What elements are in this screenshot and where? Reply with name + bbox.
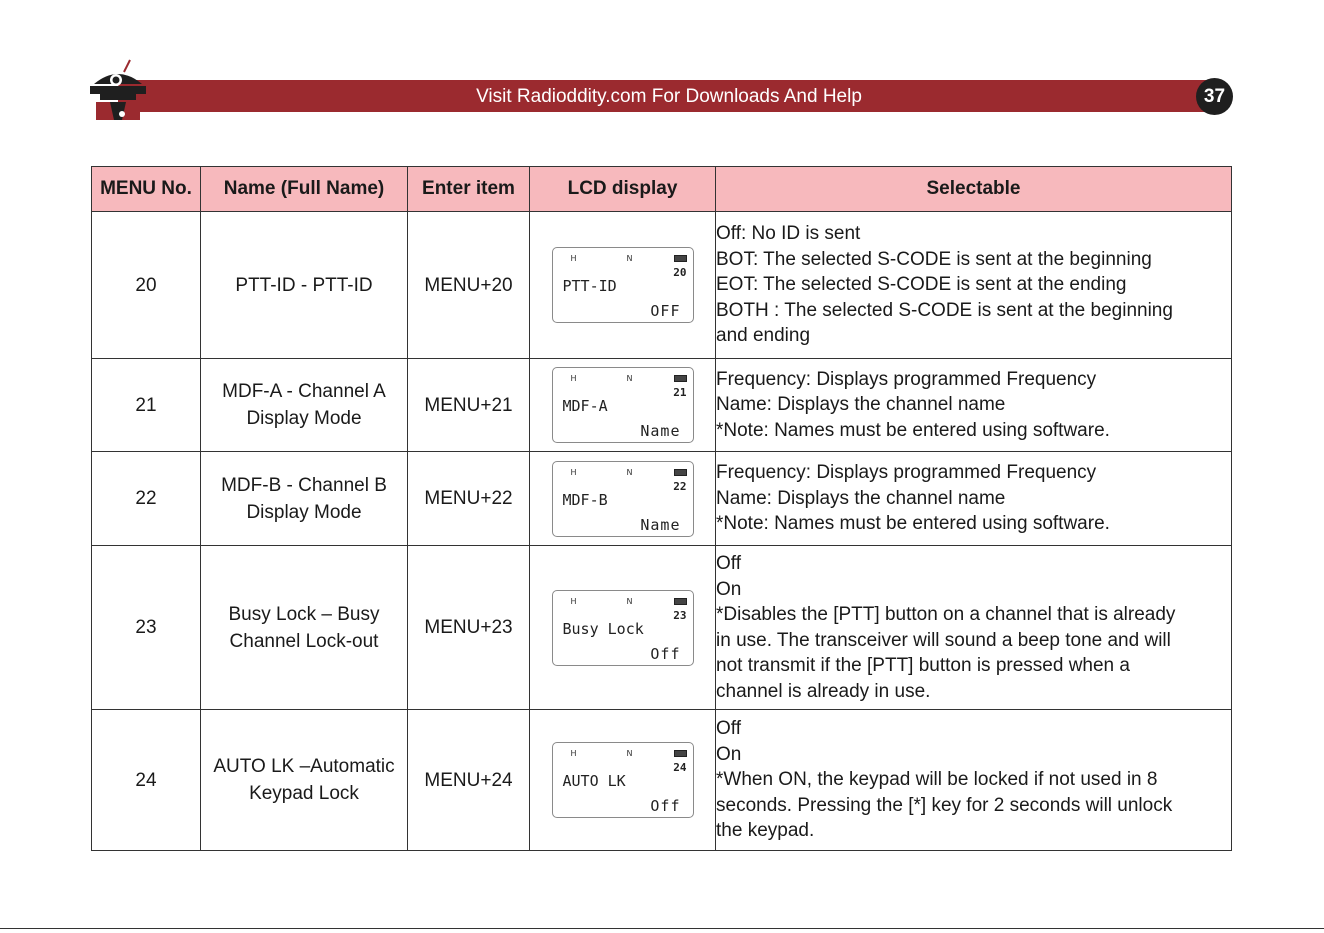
selectable-line: Name: Displays the channel name bbox=[716, 394, 1006, 416]
name-cell bbox=[201, 546, 408, 710]
lcd-narrow-indicator: N bbox=[626, 374, 633, 383]
lcd-display bbox=[552, 742, 694, 818]
column-header-lcd-display: LCD display bbox=[530, 167, 716, 212]
lcd-menu-name: MDF-B bbox=[562, 490, 608, 509]
battery-icon bbox=[674, 750, 687, 757]
lcd-menu-name: PTT-ID bbox=[562, 277, 617, 295]
header-title: Visit Radioddity.com For Downloads And Help bbox=[476, 86, 862, 107]
menu-no-cell: 23 bbox=[92, 546, 201, 710]
lcd-power-high-indicator: H bbox=[570, 254, 577, 263]
menu-table bbox=[91, 166, 1232, 851]
selectable-cell bbox=[716, 359, 1232, 452]
menu-no-cell: 21 bbox=[92, 359, 201, 452]
lcd-menu-value: Name bbox=[640, 515, 681, 534]
lcd-menu-number: 23 bbox=[673, 608, 687, 622]
name-line: Display Mode bbox=[246, 408, 362, 429]
lcd-cell bbox=[530, 212, 716, 359]
selectable-line: *Note: Names must be entered using software. bbox=[716, 513, 1110, 535]
selectable-cell bbox=[716, 452, 1232, 546]
selectable-line: BOTH : The selected S-CODE is sent at the beginning bbox=[716, 299, 1173, 321]
lcd-cell bbox=[530, 359, 716, 452]
lcd-menu-name: AUTO LK bbox=[562, 772, 626, 790]
bottom-rule bbox=[0, 928, 1324, 929]
selectable-line: Off: No ID is sent bbox=[716, 223, 861, 245]
lcd-cell bbox=[530, 546, 716, 710]
lcd-display bbox=[552, 590, 694, 666]
lcd-menu-number: 20 bbox=[673, 266, 687, 279]
name-line: Busy Lock – Busy bbox=[228, 603, 380, 625]
table-row bbox=[92, 710, 1232, 851]
battery-icon bbox=[674, 469, 687, 476]
selectable-line: the keypad. bbox=[716, 820, 815, 842]
name-cell bbox=[201, 359, 408, 452]
name-cell bbox=[201, 452, 408, 546]
battery-icon bbox=[674, 598, 687, 605]
lcd-power-high-indicator: H bbox=[570, 467, 577, 477]
table-header-row bbox=[92, 167, 1232, 212]
battery-icon bbox=[674, 255, 687, 262]
selectable-line: Name: Displays the channel name bbox=[716, 487, 1006, 509]
selectable-line: in use. The transceiver will sound a beep tone and will bbox=[716, 629, 1171, 651]
lcd-display bbox=[552, 367, 694, 443]
selectable-cell bbox=[716, 212, 1232, 359]
table-row bbox=[92, 359, 1232, 452]
lcd-power-high-indicator: H bbox=[570, 374, 577, 383]
name-line: AUTO LK –Automatic bbox=[213, 756, 395, 777]
selectable-line: On bbox=[716, 578, 742, 600]
name-cell bbox=[201, 710, 408, 851]
enter-item-cell: MENU+24 bbox=[408, 710, 530, 851]
lcd-display bbox=[552, 461, 694, 537]
lcd-narrow-indicator: N bbox=[626, 254, 633, 263]
column-header-menu-no: MENU No. bbox=[92, 167, 201, 212]
page-number-badge: 37 bbox=[1196, 78, 1233, 115]
lcd-display bbox=[552, 247, 694, 323]
column-header-selectable: Selectable bbox=[716, 167, 1232, 212]
lcd-power-high-indicator: H bbox=[570, 596, 577, 606]
column-header-enter-item: Enter item bbox=[408, 167, 530, 212]
name-line: Display Mode bbox=[246, 501, 362, 523]
lcd-menu-value: Off bbox=[650, 644, 681, 663]
lcd-narrow-indicator: N bbox=[626, 467, 633, 477]
name-line: Keypad Lock bbox=[249, 783, 359, 804]
lcd-menu-number: 21 bbox=[673, 386, 687, 399]
enter-item-cell: MENU+21 bbox=[408, 359, 530, 452]
lcd-cell bbox=[530, 452, 716, 546]
name-line: PTT-ID - PTT-ID bbox=[235, 274, 373, 296]
name-cell bbox=[201, 212, 408, 359]
table-row bbox=[92, 452, 1232, 546]
lcd-power-high-indicator: H bbox=[570, 749, 577, 758]
selectable-line: Frequency: Displays programmed Frequency bbox=[716, 368, 1097, 390]
selectable-line: channel is already in use. bbox=[716, 680, 931, 702]
name-line: MDF-A - Channel A bbox=[222, 381, 386, 402]
enter-item-cell: MENU+20 bbox=[408, 212, 530, 359]
table-row bbox=[92, 546, 1232, 710]
selectable-line: BOT: The selected S-CODE is sent at the beginning bbox=[716, 248, 1152, 270]
selectable-line: and ending bbox=[716, 325, 811, 347]
enter-item-cell: MENU+23 bbox=[408, 546, 530, 710]
lcd-menu-value: Off bbox=[650, 797, 681, 815]
lcd-narrow-indicator: N bbox=[626, 596, 633, 606]
selectable-line: On bbox=[716, 743, 742, 765]
name-line: Channel Lock-out bbox=[229, 630, 379, 652]
selectable-line: seconds. Pressing the [*] key for 2 seconds will unlock bbox=[716, 794, 1173, 816]
lcd-menu-number: 22 bbox=[673, 479, 687, 493]
selectable-line: *Note: Names must be entered using software. bbox=[716, 419, 1110, 441]
selectable-line: *When ON, the keypad will be locked if not used in 8 bbox=[716, 769, 1158, 791]
table-row bbox=[92, 212, 1232, 359]
lcd-menu-name: MDF-A bbox=[562, 397, 608, 415]
menu-no-cell: 20 bbox=[92, 212, 201, 359]
lcd-cell bbox=[530, 710, 716, 851]
lcd-menu-value: OFF bbox=[650, 302, 681, 320]
selectable-cell bbox=[716, 710, 1232, 851]
selectable-line: EOT: The selected S-CODE is sent at the ending bbox=[716, 274, 1127, 296]
selectable-line: *Disables the [PTT] button on a channel that is already bbox=[716, 604, 1176, 625]
battery-icon bbox=[674, 375, 687, 382]
selectable-line: not transmit if the [PTT] button is pressed when a bbox=[716, 655, 1130, 676]
enter-item-cell: MENU+22 bbox=[408, 452, 530, 546]
selectable-line: Off bbox=[716, 718, 741, 740]
lcd-narrow-indicator: N bbox=[626, 749, 633, 758]
lcd-menu-number: 24 bbox=[673, 761, 687, 774]
column-header-name: Name (Full Name) bbox=[201, 167, 408, 212]
selectable-line: Off bbox=[716, 553, 741, 574]
lcd-menu-name: Busy Lock bbox=[562, 619, 644, 638]
menu-no-cell: 22 bbox=[92, 452, 201, 546]
selectable-cell bbox=[716, 546, 1232, 710]
lcd-menu-value: Name bbox=[640, 422, 681, 440]
menu-no-cell: 24 bbox=[92, 710, 201, 851]
selectable-line: Frequency: Displays programmed Frequency bbox=[716, 462, 1097, 484]
name-line: MDF-B - Channel B bbox=[221, 474, 387, 496]
